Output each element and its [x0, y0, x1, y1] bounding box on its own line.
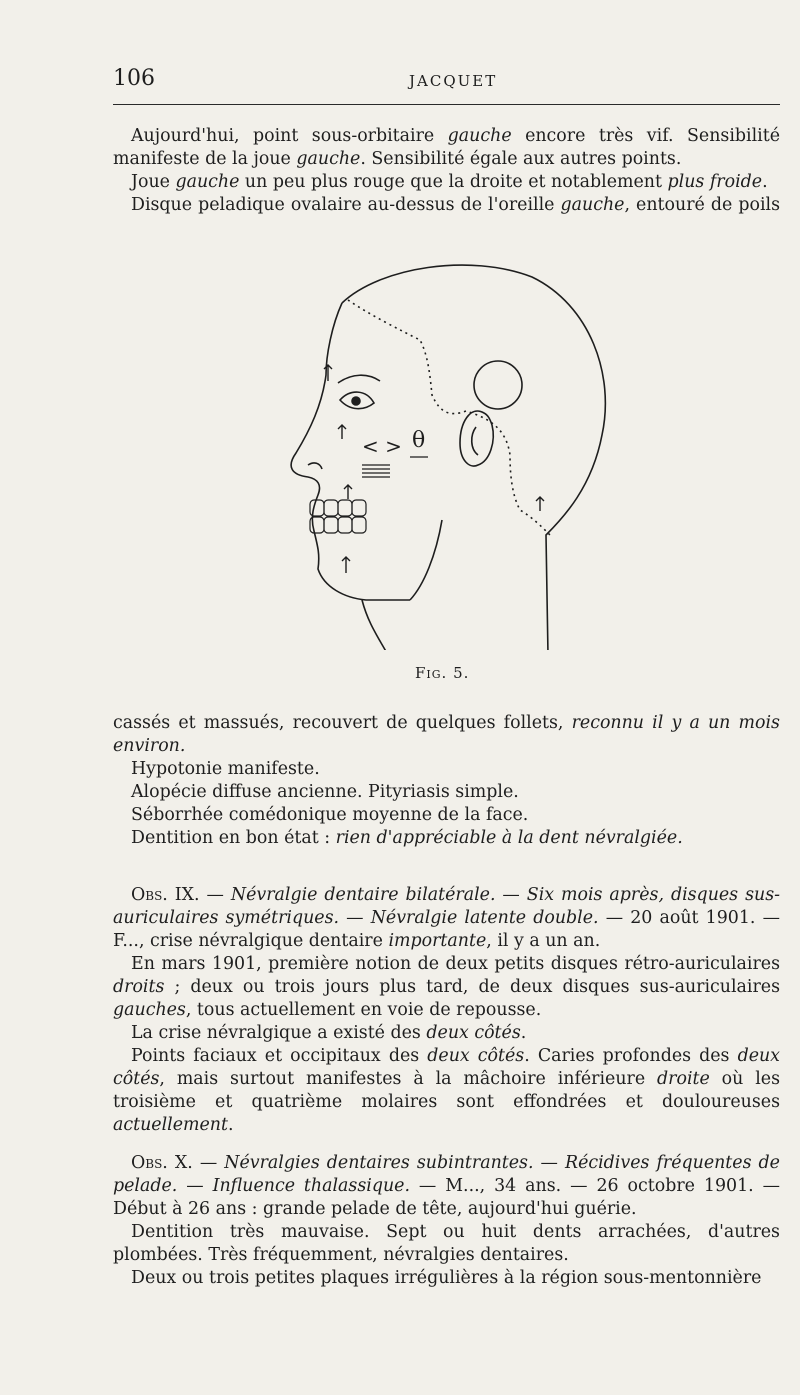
throat-line: [362, 600, 388, 650]
paragraph-disc: Disque peladique ovalaire au-dessus de l'oreille gauche, entouré de poils: [131, 195, 780, 215]
line-seborrhee: Séborrhée comédonique moyenne de la face.: [131, 805, 529, 825]
figure-caption: Fig. 5.: [415, 664, 470, 682]
observation-10: [113, 1152, 780, 1290]
page-number: 106: [113, 66, 155, 91]
obs9-heading: Obs. IX. — Névralgie dentaire bilatérale. — Six mois après, disques sus-auriculaires symétriques. — Névralgie latente double. — 20 août 1901. — F..., crise névralgique dentaire importante, il y a un an.: [113, 885, 780, 951]
ear-inner: [472, 427, 478, 455]
paragraph-follets: cassés et massués, recouvert de quelques follets, reconnu il y a un mois environ.: [113, 713, 780, 756]
ear: [460, 411, 493, 466]
head-profile-figure: [270, 255, 610, 650]
page-header: [113, 66, 780, 96]
line-dentition: Dentition en bon état : rien d'appréciable à la dent névralgiée.: [131, 828, 683, 848]
obs9-paragraph-2: En mars 1901, première notion de deux petits disques rétro-auriculaires droits ; deux ou trois jours plus tard, de deux disques sus-auriculaires gauches, tous actuellement en voie de repousse.: [113, 954, 780, 1020]
pelade-disc: [474, 361, 522, 409]
paragraph-top: [113, 125, 780, 217]
paragraph-middle: [113, 712, 780, 850]
teeth: [310, 500, 366, 533]
mouth-mark: < >: [362, 434, 402, 458]
obs10-paragraph-3: Deux ou trois petites plaques irrégulières à la région sous-mentonnière: [131, 1268, 762, 1288]
ear-mark: θ: [412, 428, 426, 453]
jaw-line: [410, 520, 442, 600]
paragraph-sensibility: Aujourd'hui, point sous-orbitaire gauche encore très vif. Sensibilité manifeste de la joue gauche. Sensibilité égale aux autres points.: [113, 126, 780, 169]
line-hypotonie: Hypotonie manifeste.: [131, 759, 320, 779]
arrow-marks: [324, 365, 544, 573]
line-alopecie: Alopécie diffuse ancienne. Pityriasis simple.: [131, 782, 519, 802]
observation-9: [113, 884, 780, 1137]
obs10-heading: Obs. X. — Névralgies dentaires subintrantes. — Récidives fréquentes de pelade. — Influence thalassique. — M..., 34 ans. — 26 octobre 1901. — Début à 26 ans : grande pelade de tête, aujourd'hui guérie.: [113, 1153, 780, 1219]
running-head: JACQUET: [409, 72, 498, 90]
paragraph-cheek: Joue gauche un peu plus rouge que la droite et notablement plus froide.: [131, 172, 768, 192]
eyebrow: [338, 375, 380, 383]
nostril: [308, 463, 322, 469]
obs9-paragraph-3: La crise névralgique a existé des deux côtés.: [131, 1023, 527, 1043]
nerve-dotted-path: [348, 300, 550, 535]
eye-pupil: [352, 397, 360, 405]
hatch-marks: [362, 457, 428, 477]
header-rule: [113, 104, 780, 105]
obs10-paragraph-2: Dentition très mauvaise. Sept ou huit dents arrachées, d'autres plombées. Très fréquemment, névralgies dentaires.: [113, 1222, 780, 1265]
obs9-paragraph-4: Points faciaux et occipitaux des deux côtés. Caries profondes des deux côtés, mais surtout manifestes à la mâchoire inférieure droite où les troisième et quatrième molaires sont effondrées et douloureuses actuellement.: [113, 1046, 780, 1135]
